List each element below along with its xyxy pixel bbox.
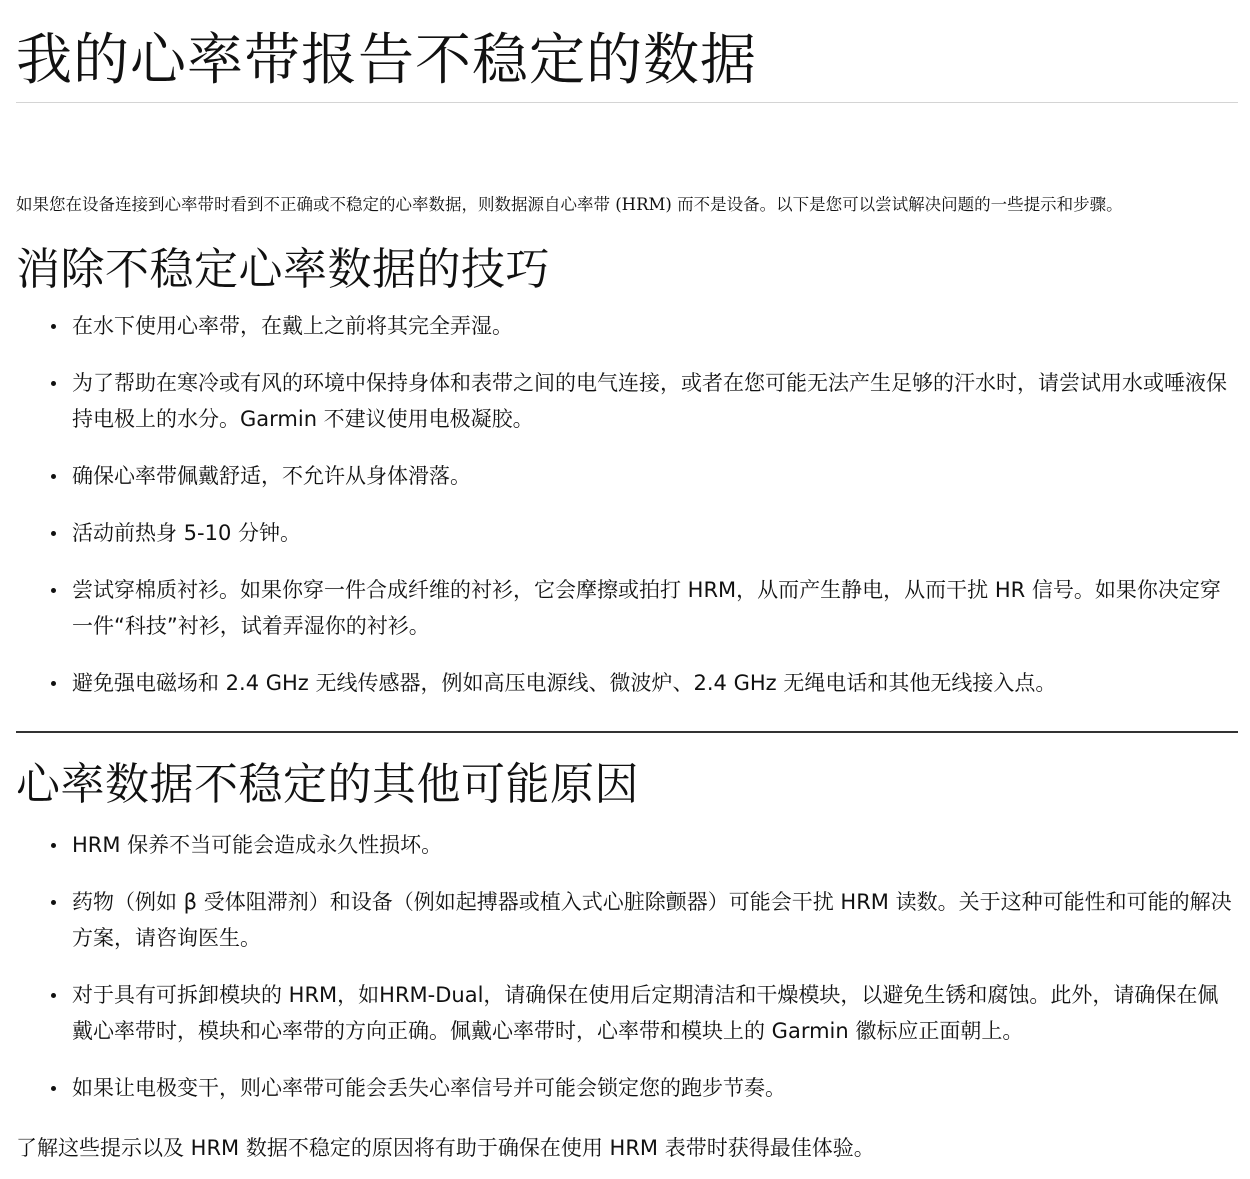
list-item-text: 活动前热身 5-10 分钟。 — [72, 521, 302, 545]
causes-heading: 心率数据不稳定的其他可能原因 — [16, 759, 639, 810]
list-item — [16, 665, 1238, 701]
tips-heading: 消除不稳定心率数据的技巧 — [16, 244, 550, 295]
list-item — [16, 1070, 1238, 1106]
list-item-text: 确保心率带佩戴舒适，不允许从身体滑落。 — [72, 464, 471, 488]
bullet-icon — [51, 1086, 56, 1091]
tips-section — [16, 240, 1238, 701]
list-item — [16, 977, 1238, 1049]
list-item — [16, 572, 1238, 644]
tips-list — [16, 308, 1238, 701]
title-divider — [16, 102, 1238, 103]
list-item-text: 在水下使用心率带，在戴上之前将其完全弄湿。 — [72, 314, 513, 338]
bullet-icon — [51, 993, 56, 998]
conclusion-paragraph: 了解这些提示以及 HRM 数据不稳定的原因将有助于确保在使用 HRM 表带时获得最佳体验。 — [16, 1136, 875, 1160]
list-item — [16, 365, 1238, 437]
list-item — [16, 458, 1238, 494]
list-item-text: 避免强电磁场和 2.4 GHz 无线传感器，例如高压电源线、微波炉、2.4 GHz 无绳电话和其他无线接入点。 — [72, 671, 1057, 695]
bullet-icon — [51, 381, 56, 386]
bullet-icon — [51, 681, 56, 686]
page-title: 我的心率带报告不稳定的数据 — [16, 28, 757, 93]
list-item-text: 尝试穿棉质衬衫。如果你穿一件合成纤维的衬衫，它会摩擦或拍打 HRM，从而产生静电，从而干扰 HR 信号。如果你决定穿一件“科技”衬衫，试着弄湿你的衬衫。 — [72, 578, 1221, 638]
list-item-text: 对于具有可拆卸模块的 HRM，如HRM-Dual，请确保在使用后定期清洁和干燥模块，以避免生锈和腐蚀。此外，请确保在佩戴心率带时，模块和心率带的方向正确。佩戴心率带时，心率带和模块上的 Garmin 徽标应正面朝上。 — [72, 983, 1219, 1043]
list-item-text: 药物（例如 β 受体阻滞剂）和设备（例如起搏器或植入式心脏除颤器）可能会干扰 HRM 读数。关于这种可能性和可能的解决方案，请咨询医生。 — [72, 890, 1232, 950]
list-item — [16, 308, 1238, 344]
list-item — [16, 515, 1238, 551]
bullet-icon — [51, 588, 56, 593]
list-item — [16, 884, 1238, 956]
list-item-text: HRM 保养不当可能会造成永久性损坏。 — [72, 833, 443, 857]
list-item-text: 为了帮助在寒冷或有风的环境中保持身体和表带之间的电气连接，或者在您可能无法产生足够的汗水时，请尝试用水或唾液保持电极上的水分。Garmin 不建议使用电极凝胶。 — [72, 371, 1227, 431]
bullet-icon — [51, 531, 56, 536]
bullet-icon — [51, 843, 56, 848]
causes-list — [16, 827, 1238, 1106]
intro-paragraph: 如果您在设备连接到心率带时看到不正确或不稳定的心率数据，则数据源自心率带 (HRM) 而不是设备。以下是您可以尝试解决问题的一些提示和步骤。 — [16, 195, 1123, 214]
bullet-icon — [51, 474, 56, 479]
list-item-text: 如果让电极变干，则心率带可能会丢失心率信号并可能会锁定您的跑步节奏。 — [72, 1076, 786, 1100]
section-divider — [16, 731, 1238, 733]
bullet-icon — [51, 900, 56, 905]
bullet-icon — [51, 324, 56, 329]
article — [16, 0, 1238, 1160]
causes-section — [16, 755, 1238, 1106]
list-item — [16, 827, 1238, 863]
